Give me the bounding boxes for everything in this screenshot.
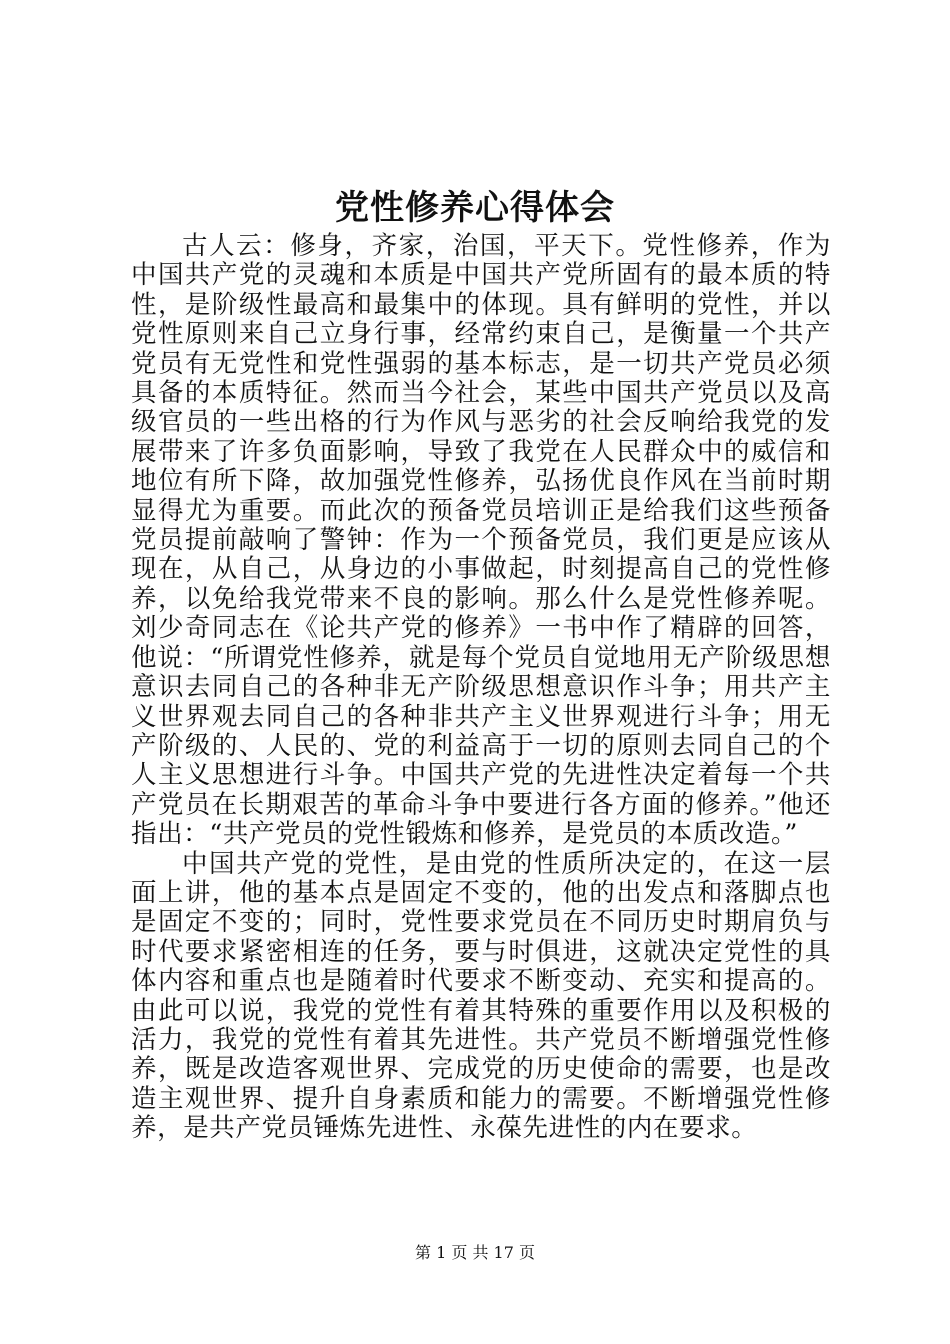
body-paragraph-2: 中国共产党的党性，是由党的性质所决定的，在这一层面上讲，他的基本点是固定不变的，他的出发点和落脚点也是固定不变的；同时，党性要求党员在不同历史时期肩负与时代要求紧密相连的任务，要与时俱进，这就决定党性的具体内容和重点也是随着时代要求不断变动、充实和提高的。由此可以说，我党的党性有着其特殊的重要作用以及积极的活力，我党的党性有着其先进性。共产党员不断增强党性修养，既是改造客观世界、完成党的历史使命的需要，也是改造主观世界、提升自身素质和能力的需要。不断增强党性修养，是共产党员锤炼先进性、永葆先进性的内在要求。 [131, 848, 831, 1144]
document-title: 党性修养心得体会 [335, 188, 615, 228]
document-body [131, 232, 831, 1144]
body-paragraph-1: 古人云：修身，齐家，治国，平天下。党性修养，作为中国共产党的灵魂和本质是中国共产党所固有的最本质的特性，是阶级性最高和最集中的体现。具有鲜明的党性，并以党性原则来自己立身行事，经常约束自己，是衡量一个共产党员有无党性和党性强弱的基本标志，是一切共产党员必须具备的本质特征。然而当今社会，某些中国共产党员以及高级官员的一些出格的行为作风与恶劣的社会反响给我党的发展带来了许多负面影响，导致了我党在人民群众中的威信和地位有所下降，故加强党性修养，弘扬优良作风在当前时期显得尤为重要。而此次的预备党员培训正是给我们这些预备党员提前敲响了警钟：作为一个预备党员，我们更是应该从现在，从自己，从身边的小事做起，时刻提高自己的党性修养，以免给我党带来不良的影响。那么什么是党性修养呢。刘少奇同志在《论共产党的修养》一书中作了精辟的回答，他说：“所谓党性修养，就是每个党员自觉地用无产阶级思想意识去同自己的各种非无产阶级思想意识作斗争；用共产主义世界观去同自己的各种非共产主义世界观进行斗争；用无产阶级的、人民的、党的利益高于一切的原则去同自己的个人主义思想进行斗争。中国共产党的先进性决定着每一个共产党员在长期艰苦的革命斗争中要进行各方面的修养。”他还指出：“共产党员的党性锻炼和修养，是党员的本质改造。” [131, 231, 831, 850]
page-footer: 第 1 页 共 17 页 [415, 1243, 535, 1262]
